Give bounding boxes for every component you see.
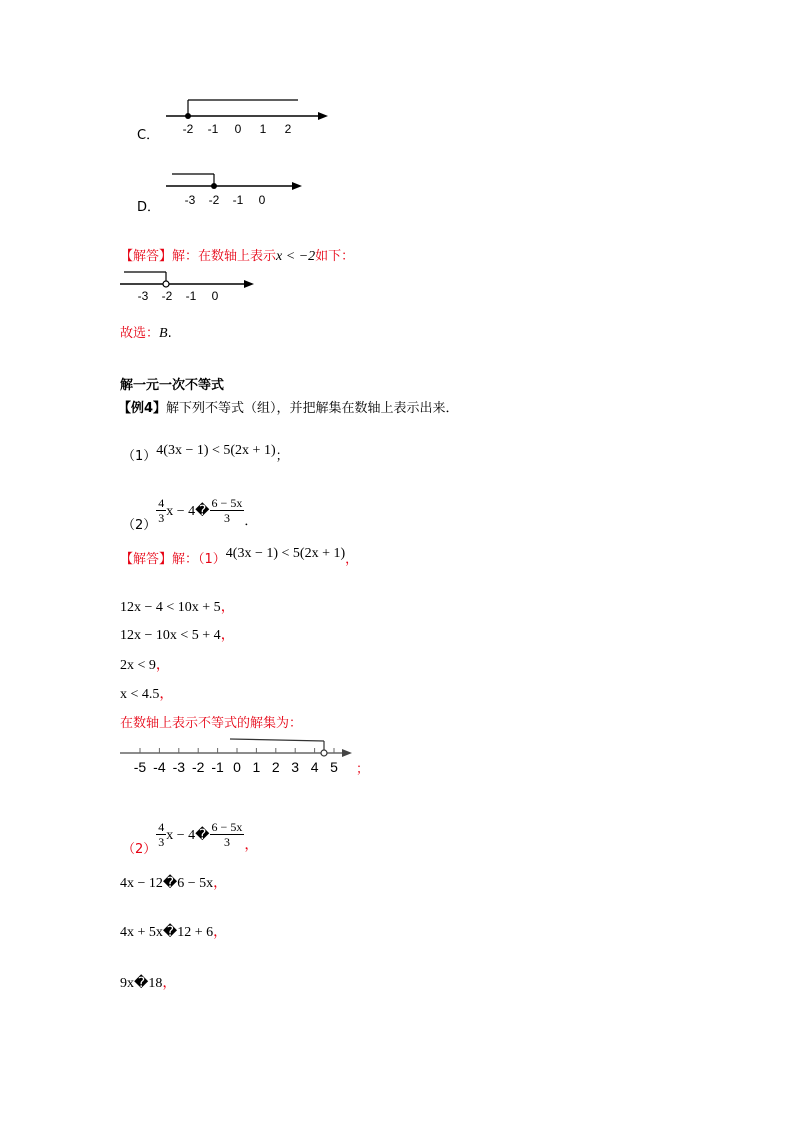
step2-1-end: ，: [213, 876, 228, 891]
choice-value: B: [159, 326, 168, 341]
s2-rhs-den: 3: [223, 835, 230, 849]
s-tick-label: 0: [233, 759, 241, 775]
step2-1: [120, 872, 227, 892]
p2-rhs-num: 6 − 5x: [211, 496, 243, 510]
d-tick-label: -3: [184, 193, 196, 207]
s2-frac-num: 4: [158, 820, 165, 834]
option-c-label: C．: [137, 128, 160, 143]
solution-2: [122, 820, 259, 857]
step2-3: [120, 972, 176, 992]
s-tick-label: -4: [153, 759, 166, 775]
s-tick-label: 1: [252, 759, 261, 775]
problem-1-expr: 4(3x − 1) < 5(2x + 1): [156, 443, 276, 458]
choice-line: [120, 322, 172, 342]
step-2: [120, 624, 235, 644]
solution-end: ，: [345, 552, 359, 567]
number-line-c: [160, 92, 340, 142]
step-3-expr: 2x < 9: [120, 658, 156, 673]
example-line: [118, 397, 459, 416]
option-d-label: D．: [137, 200, 161, 215]
answer-tag: 【解答】: [120, 249, 173, 264]
a1-tick-label: -2: [161, 289, 173, 303]
a1-tick-label: -3: [137, 289, 149, 303]
problem-2-label: （2）: [122, 518, 157, 533]
step-1: [120, 596, 235, 616]
problem-1: [122, 445, 289, 465]
c-tick-label: -1: [207, 122, 219, 136]
s-tick-label: 2: [271, 759, 280, 775]
s-tick-label: 3: [291, 759, 300, 775]
solution-expr: 4(3x − 1) < 5(2x + 1): [225, 546, 346, 561]
s2-mid: x − 4�: [166, 828, 210, 843]
step2-3-end: ，: [162, 976, 177, 991]
a1-tick-label: -1: [185, 289, 197, 303]
number-line-answer: [118, 266, 268, 308]
step-2-end: ，: [220, 628, 235, 643]
c-tick-label: 2: [284, 122, 292, 136]
example-text: 解下列不等式（组），并把解集在数轴上表示出来．: [166, 401, 459, 416]
a1-tick-label: 0: [211, 289, 219, 303]
p2-frac-num: 4: [158, 496, 165, 510]
s-tick-label: -5: [133, 759, 147, 775]
d-tick-label: -2: [208, 193, 220, 207]
example-tag: 【例4】: [118, 401, 167, 416]
s2-rhs-num: 6 − 5x: [211, 820, 243, 834]
step2-2-expr: 4x + 5x�12 + 6: [120, 925, 214, 940]
step2-1-expr: 4x − 12�6 − 5x: [120, 876, 214, 891]
solution-2-label: （2）: [122, 842, 157, 857]
choice-prefix: 故选：: [120, 326, 160, 341]
s-tick-label: -2: [191, 759, 205, 775]
p2-frac-den: 3: [158, 511, 165, 525]
answer-text: 解：在数轴上表示: [172, 249, 277, 264]
answer-suffix: 如下：: [315, 249, 355, 264]
s-tick-label: -3: [172, 759, 186, 775]
answer-1-line: [120, 245, 354, 265]
step-3-end: ，: [155, 658, 170, 673]
solution-2-end: ，: [244, 838, 259, 853]
number-line-solution: [118, 734, 358, 778]
line-end: ；: [356, 762, 370, 777]
step2-3-expr: 9x�18: [120, 976, 163, 991]
problem-2-end: ．: [244, 514, 258, 529]
d-tick-label: -1: [232, 193, 244, 207]
step-4-end: ，: [159, 687, 174, 702]
problem-1-label: （1）: [122, 449, 157, 464]
d-tick-label: 0: [258, 193, 266, 207]
s-tick-label: 5: [330, 759, 338, 775]
problem-1-end: ；: [275, 449, 289, 464]
step-2-expr: 12x − 10x < 5 + 4: [120, 628, 221, 643]
answer-inequality: x < −2: [276, 249, 316, 264]
c-tick-label: -2: [182, 122, 194, 136]
number-line-caption: 在数轴上表示不等式的解集为：: [120, 716, 303, 731]
solution-text: 解：（1）: [172, 552, 226, 567]
step-4-expr: x < 4.5: [120, 687, 160, 702]
choice-end: .: [167, 326, 172, 341]
step-4: [120, 683, 173, 703]
c-tick-label: 0: [234, 122, 242, 136]
solution-tag: 【解答】: [120, 552, 173, 567]
number-line-d: [160, 166, 310, 216]
s-tick-label: -1: [211, 759, 224, 775]
p2-rhs-den: 3: [223, 511, 230, 525]
s2-frac-den: 3: [158, 835, 165, 849]
problem-2: [122, 496, 258, 533]
s-tick-label: 4: [310, 759, 319, 775]
c-tick-label: 1: [259, 122, 267, 136]
p2-mid: x − 4�: [166, 504, 210, 519]
section-title: 解一元一次不等式: [120, 378, 225, 393]
step-3: [120, 654, 170, 674]
step2-2-end: ，: [213, 925, 228, 940]
solution-line: [120, 548, 358, 568]
step-1-end: ，: [220, 600, 235, 615]
step-1-expr: 12x − 4 < 10x + 5: [120, 600, 221, 615]
step2-2: [120, 921, 227, 941]
